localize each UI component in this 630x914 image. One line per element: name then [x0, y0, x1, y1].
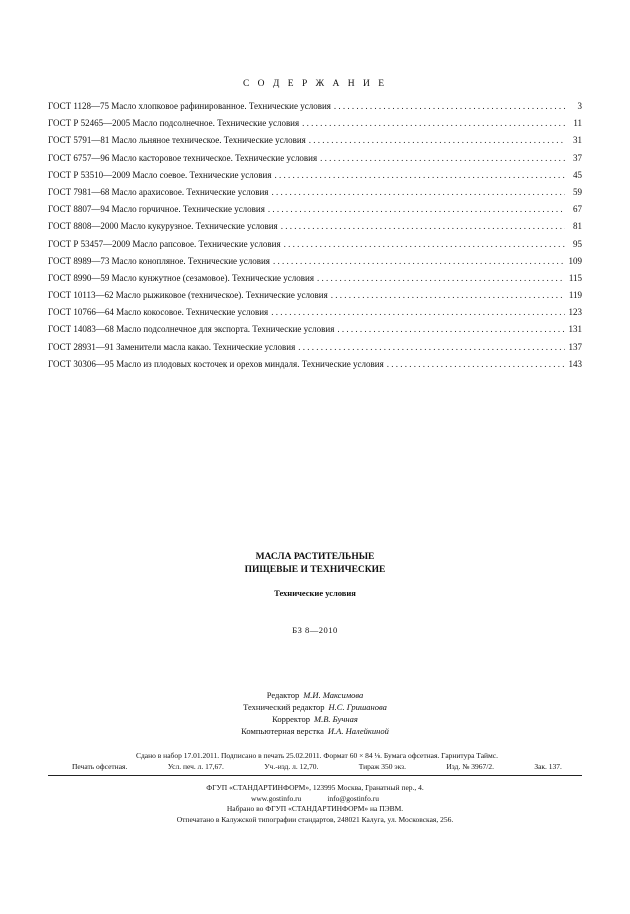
toc-item[interactable]	[48, 170, 582, 187]
toc-item-title: ГОСТ 8807—94 Масло горчичное. Технические условия	[48, 204, 265, 215]
toc-item[interactable]	[48, 342, 582, 359]
toc-item-page: 3	[577, 101, 582, 111]
toc-item[interactable]	[48, 324, 582, 341]
toc-item[interactable]	[48, 135, 582, 152]
toc-item-title: ГОСТ Р 52465—2005 Масло подсолнечное. Технические условия	[48, 118, 300, 129]
toc-leader-dots	[331, 290, 565, 300]
toc-item-title: ГОСТ 10766—64 Масло кокосовое. Технические условия	[48, 307, 269, 318]
toc-item-title: ГОСТ 7981—68 Масло арахисовое. Технические условия	[48, 186, 269, 197]
credit-name: И.А. Налейкиной	[327, 726, 389, 736]
publisher-website-link[interactable]: www.gostinfo.ru	[250, 793, 302, 803]
toc-item[interactable]	[48, 273, 582, 290]
imprint	[62, 750, 572, 772]
toc-leader-dots	[271, 307, 565, 317]
toc-item-page: 59	[573, 186, 582, 197]
imprint-field: Уч.-изд. л. 12,70.	[264, 762, 319, 771]
imprint-field: Усл. печ. л. 17,67.	[167, 762, 224, 771]
toc-item[interactable]	[48, 204, 582, 221]
toc-leader-dots	[268, 204, 565, 214]
credit-role: Редактор	[266, 690, 300, 700]
toc-item-title: ГОСТ 8808—2000 Масло кукурузное. Технические условия	[48, 221, 278, 232]
toc-item-page: 123	[568, 307, 582, 318]
toc-item[interactable]	[48, 307, 582, 324]
toc-leader-dots	[271, 187, 565, 197]
credit-name: М.В. Бучная	[314, 714, 358, 724]
toc-item[interactable]	[48, 187, 582, 204]
toc-item-page: 67	[573, 204, 582, 215]
toc-item-title: ГОСТ Р 53510—2009 Масло соевое. Технические условия	[48, 169, 272, 180]
credit-role: Компьютерная верстка	[241, 726, 324, 736]
toc-item[interactable]	[48, 118, 582, 135]
toc-leader-dots	[298, 342, 565, 352]
toc-leader-dots	[334, 101, 565, 111]
toc-leader-dots	[281, 221, 565, 231]
credit-name: Н.С. Гришанова	[328, 702, 387, 712]
publisher-printed: Отпечатано в Калужской типографии стандартов, 248021 Калуга, ул. Московская, 256.	[176, 814, 454, 824]
toc-leader-dots	[387, 359, 565, 369]
credit-name: М.И. Максимова	[303, 690, 364, 700]
toc-item-page: 143	[568, 358, 582, 369]
collection-subtitle: Технические условия	[274, 588, 356, 598]
collection-title	[0, 551, 630, 577]
toc-item[interactable]	[48, 153, 582, 170]
toc-item-title: ГОСТ 10113—62 Масло рыжиковое (техническое). Технические условия	[48, 290, 328, 301]
imprint-field: Зак. 137.	[534, 762, 562, 771]
collection-title-line2: ПИЩЕВЫЕ И ТЕХНИЧЕСКИЕ	[244, 565, 386, 575]
credits	[0, 689, 630, 737]
toc-item-page: 31	[573, 135, 582, 146]
toc-item-page: 115	[568, 272, 582, 283]
imprint-line2	[62, 761, 572, 772]
toc-item-title: ГОСТ Р 53457—2009 Масло рапсовое. Технические условия	[48, 238, 281, 249]
toc-item[interactable]	[48, 101, 582, 118]
toc-item-title: ГОСТ 8990—59 Масло кунжутное (сезамовое). Технические условия	[48, 272, 314, 283]
toc-leader-dots	[302, 118, 565, 128]
toc-item-title: ГОСТ 1128—75 Масло хлопковое рафинированное. Технические условия	[48, 101, 331, 111]
toc-leader-dots	[337, 324, 565, 334]
credit-role: Корректор	[272, 714, 311, 724]
toc-item-title: ГОСТ 8989—73 Масло конопляное. Технические условия	[48, 255, 270, 266]
publisher-info	[0, 783, 630, 825]
toc-item[interactable]	[48, 290, 582, 307]
divider	[48, 775, 582, 776]
toc-item-page: 137	[568, 341, 582, 352]
toc-heading: С О Д Е Р Ж А Н И Е	[242, 79, 388, 89]
imprint-line1: Сдано в набор 17.01.2011. Подписано в печать 25.02.2011. Формат 60 × 84 ⅛. Бумага офсетная. Гарнитура Таймс.	[135, 751, 498, 760]
credit-corrector	[0, 713, 630, 725]
toc-item[interactable]	[48, 221, 582, 238]
toc-item-title: ГОСТ 14083—68 Масло подсолнечное для экспорта. Технические условия	[48, 324, 335, 335]
collection-title-line1: МАСЛА РАСТИТЕЛЬНЫЕ	[255, 552, 375, 562]
credit-layout	[0, 725, 630, 737]
toc-leader-dots	[317, 273, 565, 283]
toc-item-title: ГОСТ 30306—95 Масло из плодовых косточек и орехов миндаля. Технические условия	[48, 358, 384, 369]
credit-role: Технический редактор	[243, 702, 325, 712]
collection-code: БЗ 8—2010	[292, 625, 338, 635]
credit-editor	[0, 689, 630, 701]
toc-item[interactable]	[48, 256, 582, 273]
publisher-typeset: Набрано во ФГУП «СТАНДАРТИНФОРМ» на ПЭВМ.	[226, 804, 404, 813]
imprint-field: Изд. № 3967/2.	[446, 762, 494, 771]
toc-item-page: 119	[568, 290, 582, 301]
toc-leader-dots	[309, 135, 565, 145]
table-of-contents	[48, 101, 582, 376]
toc-item-page: 131	[568, 324, 582, 335]
imprint-field: Тираж 350 экз.	[358, 762, 407, 771]
toc-leader-dots	[320, 153, 565, 163]
toc-leader-dots	[284, 239, 565, 249]
toc-item[interactable]	[48, 239, 582, 256]
publisher-contacts	[0, 794, 630, 805]
toc-item-page: 81	[573, 221, 582, 232]
publisher-email-link[interactable]: info@gostinfo.ru	[327, 793, 380, 803]
toc-leader-dots	[275, 170, 566, 180]
toc-item-title: ГОСТ 5791—81 Масло льняное техническое. Технические условия	[48, 135, 306, 146]
imprint-field: Печать офсетная.	[72, 762, 128, 771]
publisher-address: ФГУП «СТАНДАРТИНФОРМ», 123995 Москва, Гранатный пер., 4.	[206, 783, 424, 792]
toc-leader-dots	[273, 256, 565, 266]
toc-item-page: 37	[573, 152, 582, 163]
credit-tech-editor	[0, 701, 630, 713]
toc-item-page: 11	[573, 118, 582, 129]
toc-item-title: ГОСТ 28931—91 Заменители масла какао. Технические условия	[48, 341, 296, 352]
toc-item[interactable]	[48, 359, 582, 376]
toc-item-page: 109	[568, 255, 582, 266]
toc-item-title: ГОСТ 6757—96 Масло касторовое техническое. Технические условия	[48, 152, 318, 163]
toc-item-page: 95	[573, 238, 582, 249]
toc-item-page: 45	[573, 169, 582, 180]
